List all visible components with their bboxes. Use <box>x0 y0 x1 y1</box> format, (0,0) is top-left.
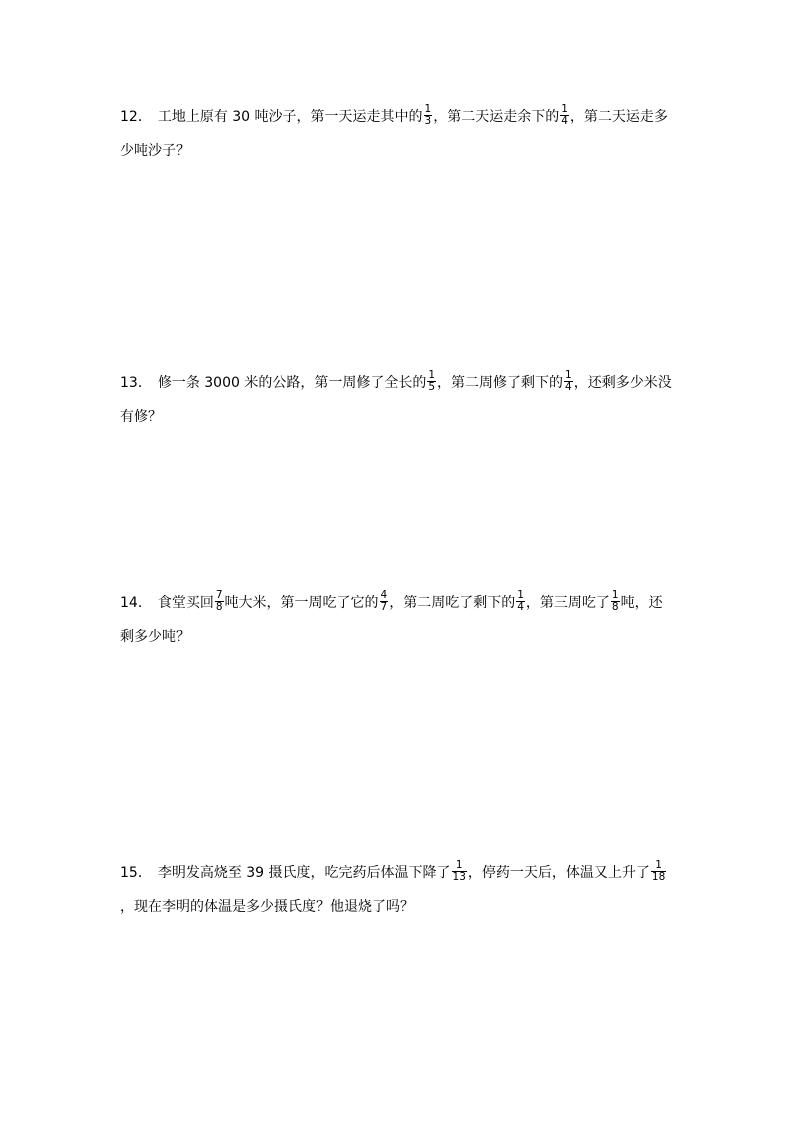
problem-number: 12． <box>120 109 152 125</box>
fraction-denominator: 4 <box>517 600 524 613</box>
problem-text: ，第二周修了剩下的 <box>437 375 564 391</box>
fraction <box>380 590 389 613</box>
fraction <box>651 860 666 883</box>
problem-text: 工地上原有 30 吨沙子，第一天运走其中的 <box>157 109 423 125</box>
fraction-denominator: 5 <box>428 380 436 393</box>
fraction-denominator: 13 <box>452 870 466 883</box>
problem-number: 14． <box>120 595 152 611</box>
fraction <box>564 370 573 393</box>
fraction <box>427 370 436 393</box>
problem-text: 修一条 3000 米的公路，第一周修了全长的 <box>157 375 427 391</box>
problem-text: ，第二天运走余下的 <box>433 109 560 125</box>
problem-text: ，第二天运走多少吨沙子？ <box>120 109 668 159</box>
problem-13 <box>120 366 675 434</box>
problem-number: 13． <box>120 375 152 391</box>
fraction-numerator: 1 <box>517 588 524 601</box>
fraction <box>611 590 620 613</box>
problem-14 <box>120 586 675 654</box>
fraction <box>452 860 467 883</box>
fraction-denominator: 3 <box>424 114 432 127</box>
fraction <box>560 104 569 127</box>
fraction-denominator: 7 <box>380 600 388 613</box>
problem-text: ，停药一天后，体温又上升了 <box>467 865 650 881</box>
problem-text: ，现在李明的体温是多少摄氏度？他退烧了吗？ <box>120 899 414 915</box>
fraction <box>424 104 433 127</box>
fraction-numerator: 1 <box>561 102 568 115</box>
fraction <box>215 590 224 613</box>
fraction-numerator: 1 <box>428 368 436 381</box>
fraction-numerator: 1 <box>565 368 572 381</box>
fraction-denominator: 18 <box>651 870 666 883</box>
problem-text: 吨大米，第一周吃了它的 <box>224 595 379 611</box>
problem-15 <box>120 856 675 924</box>
fraction-numerator: 1 <box>655 858 662 871</box>
fraction-numerator: 4 <box>380 588 388 601</box>
fraction-denominator: 4 <box>561 114 568 127</box>
problem-text: ，第三周吃了 <box>525 595 610 611</box>
fraction-numerator: 1 <box>455 858 463 871</box>
fraction-numerator: 7 <box>215 588 223 601</box>
problem-text: 李明发高烧至 39 摄氏度，吃完药后体温下降了 <box>157 865 451 881</box>
fraction-denominator: 8 <box>611 600 619 613</box>
fraction-numerator: 1 <box>424 102 432 115</box>
problem-text: 吨，还剩多少吨？ <box>120 595 663 645</box>
problem-12 <box>120 100 675 168</box>
problem-text: 食堂买回 <box>157 595 214 611</box>
fraction-numerator: 1 <box>611 588 619 601</box>
fraction-denominator: 8 <box>215 600 223 613</box>
fraction <box>516 590 525 613</box>
problem-number: 15． <box>120 865 152 881</box>
problem-text: ，第二周吃了剩下的 <box>389 595 516 611</box>
problem-text: ，还剩多少米没有修？ <box>120 375 672 425</box>
fraction-denominator: 4 <box>565 380 572 393</box>
